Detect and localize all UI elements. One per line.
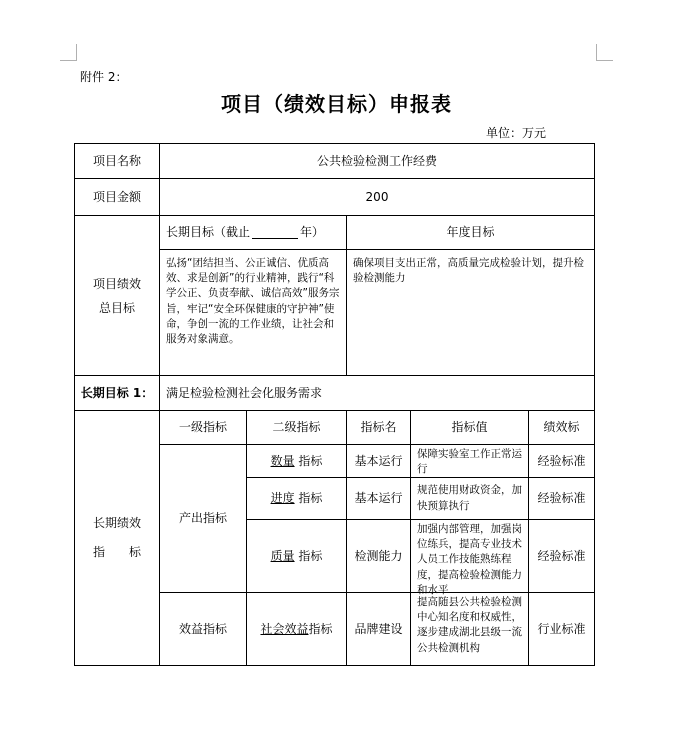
row1-indicator-name: 基本运行 bbox=[346, 444, 411, 478]
row2-indicator-value: 规范使用财政资金，加快预算执行 bbox=[410, 477, 529, 520]
row1-standard: 经验标准 bbox=[528, 444, 595, 478]
long-term-goal-header bbox=[159, 215, 347, 250]
row3-standard: 经验标准 bbox=[528, 519, 595, 593]
long-goal-1-label: 长期目标 1： bbox=[74, 375, 160, 411]
long-term-goal-header-prefix: 长期目标（截止 bbox=[166, 225, 251, 240]
level2-quantity-suffix: 指标 bbox=[298, 453, 323, 468]
level2-quantity bbox=[246, 444, 347, 478]
level2-social-benefit-key: 社会效益 bbox=[260, 621, 309, 636]
level2-social-benefit-suffix: 指标 bbox=[308, 621, 333, 636]
project-name-value: 公共检验检测工作经费 bbox=[159, 143, 595, 179]
level2-quality-key: 质量 bbox=[270, 548, 295, 563]
annual-goal-text: 确保项目支出正常，高质量完成检验计划，提升检验检测能力 bbox=[346, 249, 595, 376]
long-term-indicators-label-line2: 指 标 bbox=[92, 545, 141, 559]
level2-social-benefit bbox=[246, 592, 347, 666]
row2-indicator-name: 基本运行 bbox=[346, 477, 411, 520]
header-standard: 绩效标 bbox=[528, 410, 595, 445]
unit-label: 单位：万元 bbox=[486, 126, 547, 140]
long-term-goal-text: 弘扬“团结担当、公正诚信、优质高效、求是创新”的行业精神，践行“科学公正、负责奉献、诚信高效”服务宗旨，牢记“安全环保健康的守护神”使命，争创一流的工作业绩，让社会和服务对象满意。 bbox=[159, 249, 347, 376]
row4-indicator-name: 品牌建设 bbox=[346, 592, 411, 666]
overall-goal-label bbox=[74, 215, 160, 376]
document-title: 项目（绩效目标）申报表 bbox=[221, 92, 452, 116]
row4-standard: 行业标准 bbox=[528, 592, 595, 666]
long-term-goal-header-suffix: 年） bbox=[300, 225, 325, 240]
project-amount-value: 200 bbox=[159, 178, 595, 216]
annual-goal-header: 年度目标 bbox=[346, 215, 595, 250]
header-indicator-value: 指标值 bbox=[410, 410, 529, 445]
header-indicator-name: 指标名 bbox=[346, 410, 411, 445]
row3-indicator-value: 加强内部管理，加强岗位练兵，提高专业技术人员工作技能熟练程度，提高检验检测能力和水平 bbox=[410, 519, 529, 593]
project-name-label: 项目名称 bbox=[74, 143, 160, 179]
row3-indicator-name: 检测能力 bbox=[346, 519, 411, 593]
overall-goal-label-line2: 总目标 bbox=[98, 300, 135, 315]
level2-quality-suffix: 指标 bbox=[298, 548, 323, 563]
attachment-label: 附件 2： bbox=[80, 70, 128, 84]
year-blank-line bbox=[252, 226, 298, 239]
level2-progress-suffix: 指标 bbox=[298, 491, 323, 506]
overall-goal-label-line1: 项目绩效 bbox=[92, 276, 141, 291]
level1-output: 产出指标 bbox=[159, 444, 247, 593]
row1-indicator-value: 保障实验室工作正常运行 bbox=[410, 444, 529, 478]
long-term-indicators-label-line1: 长期绩效 bbox=[92, 516, 141, 531]
row2-standard: 经验标准 bbox=[528, 477, 595, 520]
crop-mark-left bbox=[60, 44, 77, 61]
crop-mark-right bbox=[596, 44, 613, 61]
level2-progress bbox=[246, 477, 347, 520]
long-goal-1-text: 满足检验检测社会化服务需求 bbox=[159, 375, 595, 411]
level2-quantity-key: 数量 bbox=[270, 453, 295, 468]
row4-indicator-value: 提高随县公共检验检测中心知名度和权威性，逐步建成湖北县级一流公共检测机构 bbox=[410, 592, 529, 666]
long-term-indicators-label bbox=[74, 410, 160, 666]
level2-progress-key: 进度 bbox=[270, 491, 295, 506]
level1-benefit: 效益指标 bbox=[159, 592, 247, 666]
header-level1: 一级指标 bbox=[159, 410, 247, 445]
level2-quality bbox=[246, 519, 347, 593]
header-level2: 二级指标 bbox=[246, 410, 347, 445]
project-amount-label: 项目金额 bbox=[74, 178, 160, 216]
